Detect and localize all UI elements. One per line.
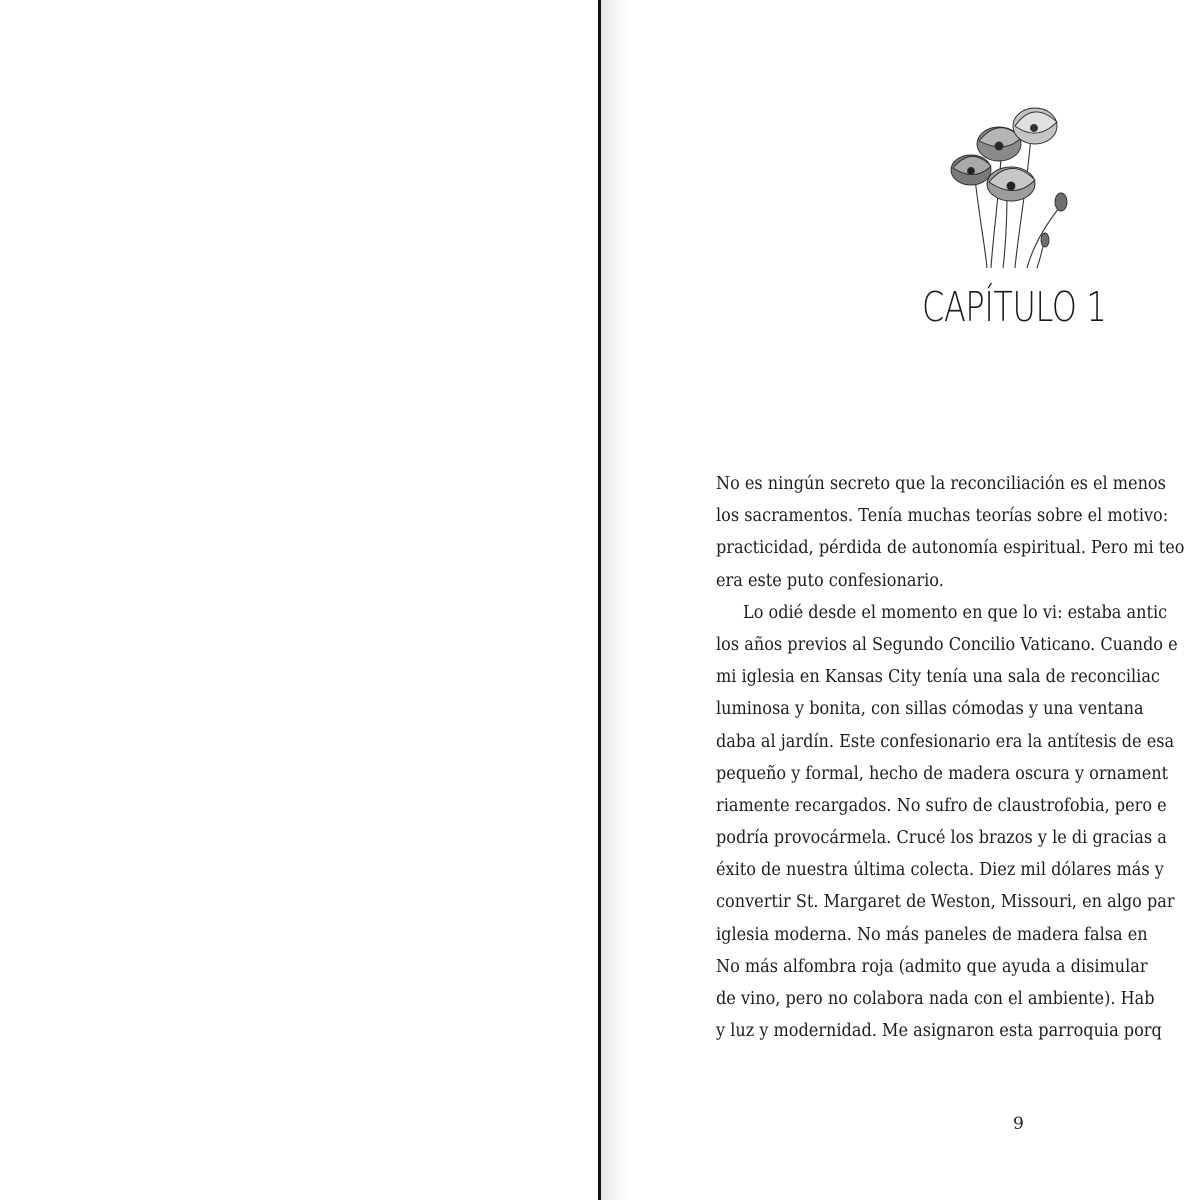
text-line: luminosa y bonita, con sillas cómodas y una ventana [716, 699, 1144, 720]
text-line: practicidad, pérdida de autonomía espiritual. Pero mi teo [716, 538, 1185, 559]
text-line: Lo odié desde el momento en que lo vi: estaba antic [743, 602, 1168, 623]
text-line: daba al jardín. Este confesionario era la antítesis de esa [716, 731, 1175, 752]
chapter-body-text [716, 468, 1200, 1047]
text-line: mi iglesia en Kansas City tenía una sala de reconciliac [716, 667, 1160, 688]
text-line: éxito de nuestra última colecta. Diez mil dólares más y [716, 860, 1164, 881]
chapter-title [601, 283, 1200, 331]
text-line: los sacramentos. Tenía muchas teorías sobre el motivo: [716, 506, 1169, 527]
text-line: y luz y modernidad. Me asignaron esta parroquia porq [716, 1021, 1162, 1042]
chapter-title-text: CAPÍTULO 1 [922, 283, 1107, 331]
text-line: podría provocármela. Crucé los brazos y le di gracias a [716, 828, 1167, 849]
text-line: iglesia moderna. No más paneles de madera falsa en [716, 924, 1148, 945]
left-page-blank [0, 0, 598, 1200]
text-line: No más alfombra roja (admito que ayuda a disimular [716, 956, 1148, 977]
page-number: 9 [1013, 1114, 1024, 1134]
text-line: los años previos al Segundo Concilio Vaticano. Cuando e [716, 634, 1178, 655]
text-line: pequeño y formal, hecho de madera oscura y ornament [716, 763, 1169, 784]
text-line: era este puto confesionario. [716, 570, 944, 591]
text-line: riamente recargados. No sufro de claustrofobia, pero e [716, 795, 1167, 816]
right-page [601, 0, 1200, 1200]
spine-shadow [601, 0, 629, 1200]
text-line: de vino, pero no colabora nada con el ambiente). Hab [716, 989, 1155, 1009]
text-line: convertir St. Margaret de Weston, Missouri, en algo par [716, 892, 1175, 913]
text-line: No es ningún secreto que la reconciliación es el menos [716, 474, 1166, 494]
poppy-flowers-illustration [949, 96, 1081, 272]
